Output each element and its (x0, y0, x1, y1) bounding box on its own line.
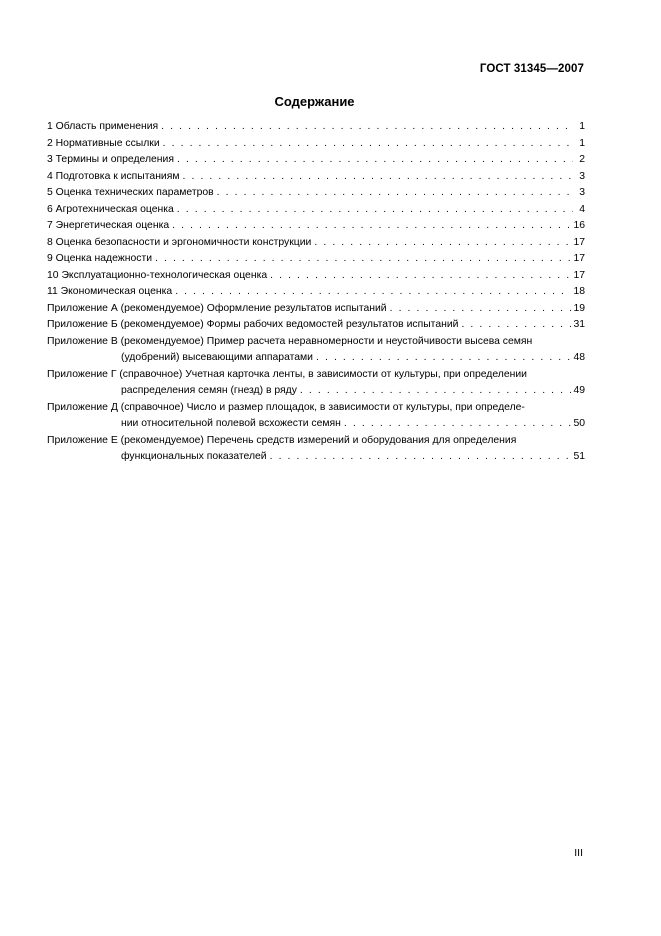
toc-entry-9[interactable] (47, 251, 585, 268)
toc-entry-text: 5 Оценка технических параметров (47, 187, 214, 198)
toc-page-number: 49 (573, 385, 585, 396)
toc-entry-annex-b[interactable] (47, 317, 585, 334)
toc-page-number: 31 (573, 319, 585, 330)
toc-entry-text: 9 Оценка надежности (47, 253, 153, 264)
toc-leader-dots (461, 317, 571, 334)
toc-entry-annex-g[interactable] (47, 367, 585, 400)
toc-entry-annex-a[interactable] (47, 301, 585, 318)
toc-entry-text: Приложение В (рекомендуемое) Пример расчета неравномерности и неустойчивости высева семян (47, 335, 533, 347)
document-id: ГОСТ 31345—2007 (479, 63, 584, 75)
toc-leader-dots (177, 152, 573, 169)
toc-leader-dots (163, 136, 573, 153)
toc-page-number: 1 (579, 121, 585, 132)
toc-entry-annex-v[interactable] (47, 334, 585, 367)
toc-page-number: 3 (579, 187, 585, 198)
toc-entry-text: 3 Термины и определения (47, 154, 174, 165)
toc-page-number: 48 (573, 352, 585, 363)
toc-entry-text-continued: нии относительной полевой всхожести семян (121, 418, 341, 429)
toc-leader-dots (175, 284, 571, 301)
toc-page-number: 51 (573, 451, 585, 462)
toc-leader-dots (390, 301, 572, 318)
toc-entry-annex-d[interactable] (47, 400, 585, 433)
toc-entry-annex-e[interactable] (47, 433, 585, 466)
toc-entry-6[interactable] (47, 202, 585, 219)
toc-page-number: 3 (579, 170, 585, 182)
page-number: III (574, 847, 583, 859)
toc-leader-dots (300, 383, 572, 400)
toc-leader-dots (177, 202, 573, 219)
toc-entry-text: Приложение Д (справочное) Число и размер площадок, в зависимости от культуры, при определе- (47, 401, 525, 413)
toc-leader-dots (270, 268, 571, 285)
toc-entry-text: 1 Область применения (47, 121, 159, 132)
toc-page-number: 1 (579, 137, 585, 149)
toc-entry-1[interactable] (47, 119, 585, 136)
toc-entry-text: Приложение Г (справочное) Учетная карточка ленты, в зависимости от культуры, при определении (47, 368, 527, 380)
toc-entry-text-continued: функциональных показателей (121, 451, 267, 462)
toc-page-number: 17 (573, 269, 585, 281)
toc-entry-text: Приложение А (рекомендуемое) Оформление результатов испытаний (47, 302, 387, 314)
toc-title: Содержание (274, 94, 355, 109)
toc-leader-dots (155, 251, 571, 268)
toc-entry-3[interactable] (47, 152, 585, 169)
toc-entry-5[interactable] (47, 185, 585, 202)
toc-page-number: 4 (579, 203, 585, 215)
toc-entry-text: 7 Энергетическая оценка (47, 220, 170, 231)
toc-entry-text: 8 Оценка безопасности и эргономичности конструкции (47, 236, 312, 248)
toc-leader-dots (344, 416, 572, 433)
toc-entry-text-continued: (удобрений) высевающими аппаратами (121, 352, 313, 363)
toc-entry-11[interactable] (47, 284, 585, 301)
toc-entry-8[interactable] (47, 235, 585, 252)
toc-entry-7[interactable] (47, 218, 585, 235)
toc-entry-text: 10 Эксплуатационно-технологическая оценка (47, 269, 268, 281)
toc-entry-text: 6 Агротехническая оценка (47, 203, 174, 215)
toc-leader-dots (161, 119, 573, 136)
toc-entry-text: 4 Подготовка к испытаниям (47, 170, 180, 182)
toc-page-number: 17 (573, 236, 585, 248)
toc-entry-text: Приложение Б (рекомендуемое) Формы рабочих ведомостей результатов испытаний (47, 319, 459, 330)
toc-leader-dots (172, 218, 571, 235)
toc-page-number: 19 (573, 302, 585, 314)
toc-leader-dots (270, 449, 572, 466)
toc-entry-text: 2 Нормативные ссылки (47, 137, 160, 149)
toc-leader-dots (316, 350, 571, 367)
toc-entry-text-continued: распределения семян (гнезд) в ряду (121, 385, 297, 396)
toc-entry-4[interactable] (47, 169, 585, 186)
toc-page-number: 16 (573, 220, 585, 231)
toc-leader-dots (217, 185, 573, 202)
table-of-contents (47, 119, 585, 466)
toc-page-number: 50 (573, 418, 585, 429)
toc-entry-2[interactable] (47, 136, 585, 153)
toc-entry-10[interactable] (47, 268, 585, 285)
toc-page-number: 2 (579, 154, 585, 165)
toc-page-number: 17 (573, 253, 585, 264)
toc-entry-text: Приложение Е (рекомендуемое) Перечень средств измерений и оборудования для определения (47, 434, 517, 446)
toc-leader-dots (183, 169, 573, 186)
toc-page-number: 18 (573, 286, 585, 297)
toc-leader-dots (314, 235, 571, 252)
toc-entry-text: 11 Экономическая оценка (47, 286, 173, 297)
